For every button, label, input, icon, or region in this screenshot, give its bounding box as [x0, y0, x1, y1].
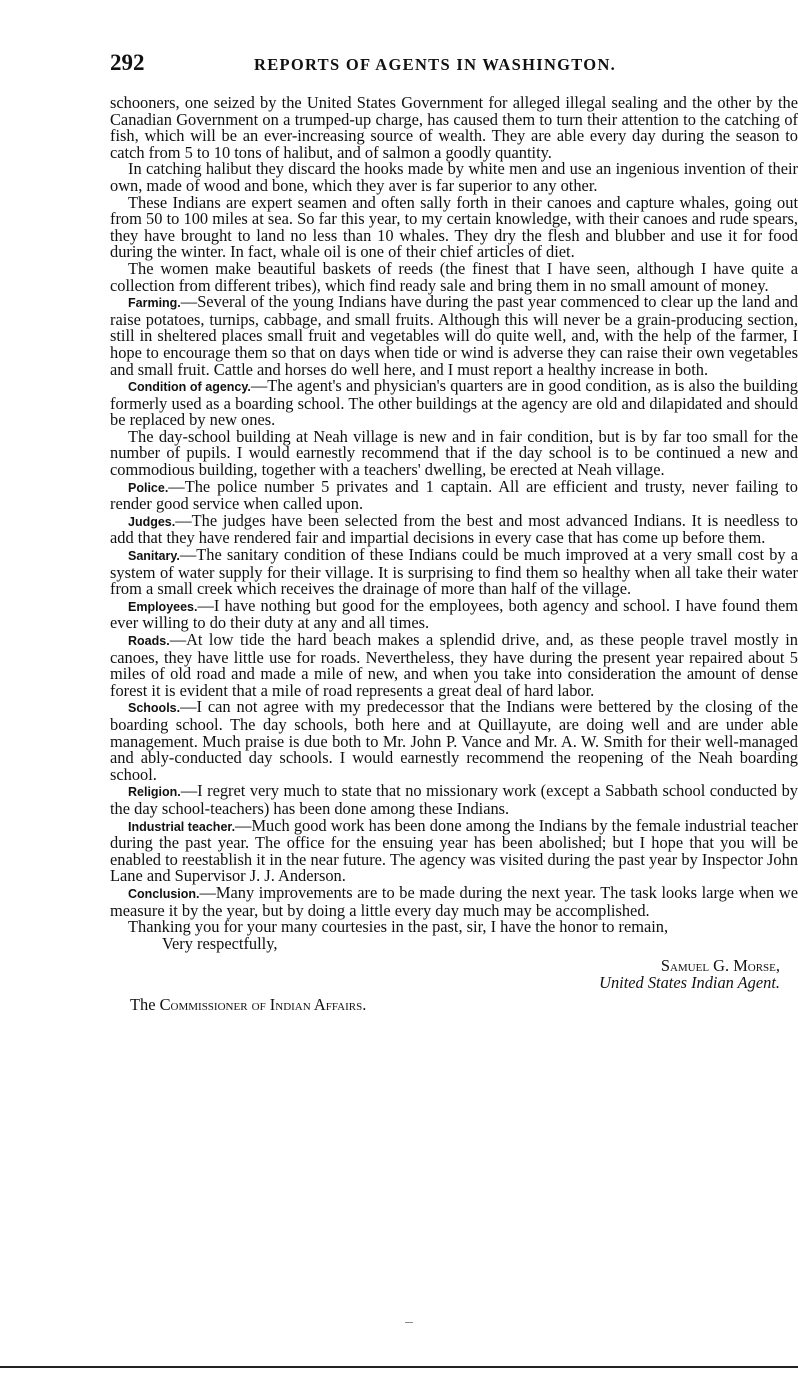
section-head: Roads. — [128, 634, 170, 648]
paragraph-text: —The sanitary condition of these Indians could be much improved at a very small cost by a system of water supply for their village. It is surprising to find them so healthy when all take their water from a small creek which receives the drainage of more than half of the village. — [110, 545, 798, 599]
section-head: Farming. — [128, 296, 181, 311]
paragraph — [110, 378, 798, 429]
paragraph — [110, 192, 798, 262]
paragraph — [110, 161, 798, 194]
signature-name: Samuel G. Morse, — [660, 956, 780, 976]
paragraph-text: schooners, one seized by the United States Government for alleged illegal sealing and the other by the Canadian Government on a trumped-up charge, has caused them to turn their attention to the catching of fish, which will be an ever-increasing source of wealth. They are able every day during the season to catch from 5 to 10 tons of halibut, and of salmon a goodly quantity. — [110, 93, 798, 162]
addressee — [130, 997, 798, 1014]
addressee-name: Commissioner of Indian Affairs. — [159, 995, 367, 1015]
closing: Very respectfully, — [162, 933, 278, 953]
paragraph-text: These Indians are expert seamen and often sally forth in their canoes and capture whales, going out from 50 to 100 miles at sea. So far this year, to my certain knowledge, with their canoes and rude spears, they have brought to land no less than 10 whales. They dry the flesh and blubber and use it for food during the winter. In fact, whale oil is one of their chief articles of diet. — [110, 192, 798, 262]
section-head: Police. — [128, 480, 169, 495]
page-header — [110, 50, 796, 80]
paragraph — [110, 426, 798, 480]
signature-title: United States Indian Agent. — [599, 972, 780, 992]
section-head: Schools. — [128, 701, 181, 716]
paragraph — [110, 815, 798, 886]
paragraph — [110, 595, 798, 633]
section-head: Religion. — [128, 785, 181, 800]
paragraph-text: In catching halibut they discard the hooks made by white men and use an ingenious invention of their own, made of wood and bone, which they aver is far superior to any other. — [110, 159, 798, 195]
paragraph-text: Thanking you for your many courtesies in the past, sir, I have the honor to remain, — [128, 917, 669, 937]
section-head: Condition of agency. — [128, 380, 251, 395]
paragraph — [110, 632, 798, 699]
addressee-article: The — [130, 995, 156, 1015]
report-body — [110, 95, 798, 1014]
paragraph-text: —Many improvements are to be made during the next year. The task looks large when we measure it by the year, but by doing a little every day much may be accomplished. — [110, 882, 798, 920]
section-head: Judges. — [128, 514, 176, 529]
paragraph — [110, 476, 798, 514]
running-head: REPORTS OF AGENTS IN WASHINGTON. — [254, 55, 617, 74]
paragraph-text: —The agent's and physician's quarters are in good condition, as is also the building formerly used as a boarding school. The other buildings at the agency are old and dilapidated and should be replaced by new ones. — [110, 376, 798, 430]
page-number: 292 — [110, 50, 145, 75]
paragraph-text: —I have nothing but good for the employees, both agency and school. I have found them ever willing to do their duty at any and all times. — [110, 595, 798, 633]
paragraph — [110, 699, 798, 783]
paragraph — [110, 294, 798, 378]
section-head: Sanitary. — [128, 549, 180, 564]
paragraph-text: —I regret very much to state that no missionary work (except a Sabbath school conducted by the day school-teachers) has been done among these Indians. — [110, 781, 798, 818]
paragraph — [110, 258, 798, 295]
paragraph — [110, 95, 798, 161]
paragraph-text: —At low tide the hard beach makes a splendid drive, and, as these people travel mostly in canoes, they have little use for roads. Nevertheless, they have during the present year repaired about 5 miles of old road and made a mile of new, and when you take into consideration the amount of dense forest it is evident that a mile of road represents a great deal of hard labor. — [110, 630, 798, 700]
paragraph-text: —The police number 5 privates and 1 captain. All are efficient and trusty, never failing to render good service when called upon. — [110, 476, 798, 514]
paragraph — [110, 783, 798, 817]
print-speck — [405, 1322, 413, 1323]
paragraph-text: The day-school building at Neah village is new and in fair condition, but is by far too small for the number of pupils. I would earnestly recommend that if the day school is to be continued a new and commodious building, together with a teachers' dwelling, be erected at Neah village. — [110, 426, 798, 480]
section-head: Conclusion. — [128, 886, 200, 901]
bottom-rule — [0, 1366, 798, 1368]
paragraph — [110, 882, 798, 920]
section-head: Industrial teacher. — [128, 819, 236, 834]
paragraph-text: —I can not agree with my predecessor that the Indians were bettered by the closing of the boarding school. The day schools, both here and at Quillayute, are doing well and are under able management. Much praise is due both to Mr. John P. Vance and Mr. A. W. Smith for their well-managed and ably-conducted day schools. I would earnestly recommend the reopening of the Neah boarding school. — [110, 697, 798, 784]
signature-block — [110, 958, 798, 991]
paragraph-text: —Several of the young Indians have during the past year commenced to clear up the land and raise potatoes, turnips, cabbage, and small fruits. Although this will never be a grain-producing section, still in sheltered places small fruit and vegetables will do quite well, and, with the help of the farmer, I hope to encourage them so that on days when tide or wind is adverse they can raise their own vegetables and small fruit. Cattle and horses do well here, and I must report a healthy increase in both. — [110, 292, 798, 379]
section-head: Employees. — [128, 599, 198, 614]
paragraph-text: The women make beautiful baskets of reeds (the finest that I have seen, although I have quite a collection from different tribes), which find ready sale and bring them in no small amount of money. — [110, 258, 798, 295]
paragraph — [110, 547, 798, 598]
paragraph-text: —Much good work has been done among the Indians by the female industrial teacher during the past year. The office for the ensuing year has been abolished; but I hope that you will be enabled to reestablish it in the near future. The agency was visited during the past year by Inspector John Lane and Supervisor J. J. Anderson. — [110, 815, 798, 886]
paragraph — [110, 510, 798, 548]
paragraph-text: —The judges have been selected from the best and most advanced Indians. It is needless to add that they have rendered fair and impartial decisions in every case that has come up before them. — [110, 510, 798, 548]
